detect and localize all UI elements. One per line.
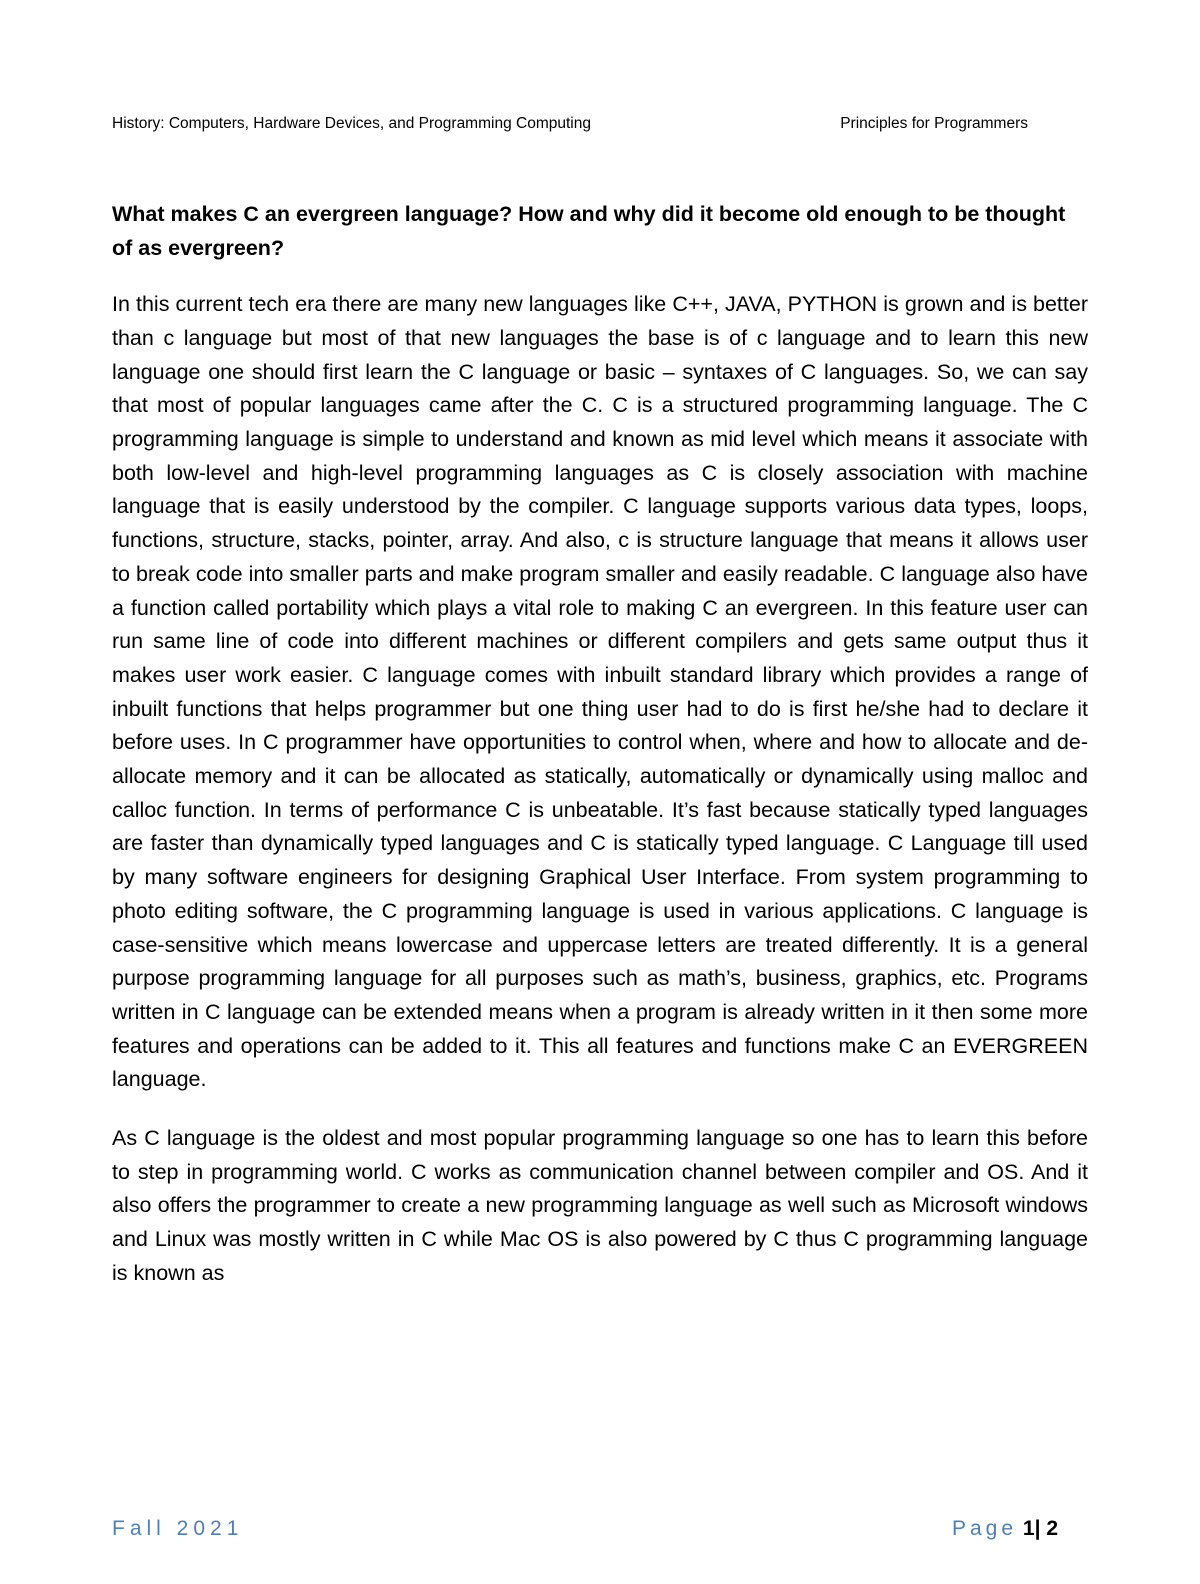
page-number — [952, 1514, 1058, 1544]
page-label: Page — [952, 1517, 1018, 1540]
header-course-title: History: Computers, Hardware Devices, and Programming Computing — [112, 115, 591, 132]
page-total: 2 — [1046, 1517, 1058, 1540]
page-footer — [112, 1517, 1058, 1584]
paragraph: In this current tech era there are many new languages like C++, JAVA, PYTHON is grown and is better than c language but most of that new languages the base is of c language and to learn this new language one should first learn the C language or basic – syntaxes of C languages. So, we can say that most of popular languages came after the C. C is a structured programming language. The C programming language is simple to understand and known as mid level which means it associate with both low-level and high-level programming languages as C is closely association with machine language that is easily understood by the compiler. C language supports various data types, loops, functions, structure, stacks, pointer, array. And also, c is structure language that means it allows user to break code into smaller parts and make program smaller and easily readable. C language also have a function called portability which plays a vital role to making C an evergreen. In this feature user can run same line of code into different machines or different compilers and gets same output thus it makes user work easier. C language comes with inbuilt standard library which provides a range of inbuilt functions that helps programmer but one thing user had to do is first he/she had to declare it before uses. In C programmer have opportunities to control when, where and how to allocate and de-allocate memory and it can be allocated as statically, automatically or dynamically using malloc and calloc function. In terms of performance C is unbeatable. It’s fast because statically typed languages are faster than dynamically typed languages and C is statically typed language. C Language till used by many software engineers for designing Graphical User Interface. From system programming to photo editing software, the C programming language is used in various applications. C language is case-sensitive which means lowercase and uppercase letters are treated differently. It is a general purpose programming language for all purposes such as math’s, business, graphics, etc. Programs written in C language can be extended means when a program is already written in it then some more features and operations can be added to it. This all features and functions make C an EVERGREEN language. — [112, 292, 1088, 1092]
page-separator: | — [1034, 1517, 1041, 1540]
document-body — [112, 198, 1088, 1291]
paragraph: As C language is the oldest and most popular programming language so one has to learn this before to step in programming world. C works as communication channel between compiler and OS. And it also offers the programmer to create a new programming language as well such as Microsoft windows and Linux was mostly written in C while Mac OS is also powered by C thus C programming language is known as — [112, 1126, 1088, 1285]
header-subject: Principles for Programmers — [840, 115, 1028, 132]
footer-term: Fall 2021 — [112, 1517, 244, 1540]
page-current: 1 — [1022, 1517, 1035, 1540]
question-heading: What makes C an evergreen language? How and why did it become old enough to be thought of as evergreen? — [112, 202, 1066, 260]
page-header — [112, 114, 1028, 134]
